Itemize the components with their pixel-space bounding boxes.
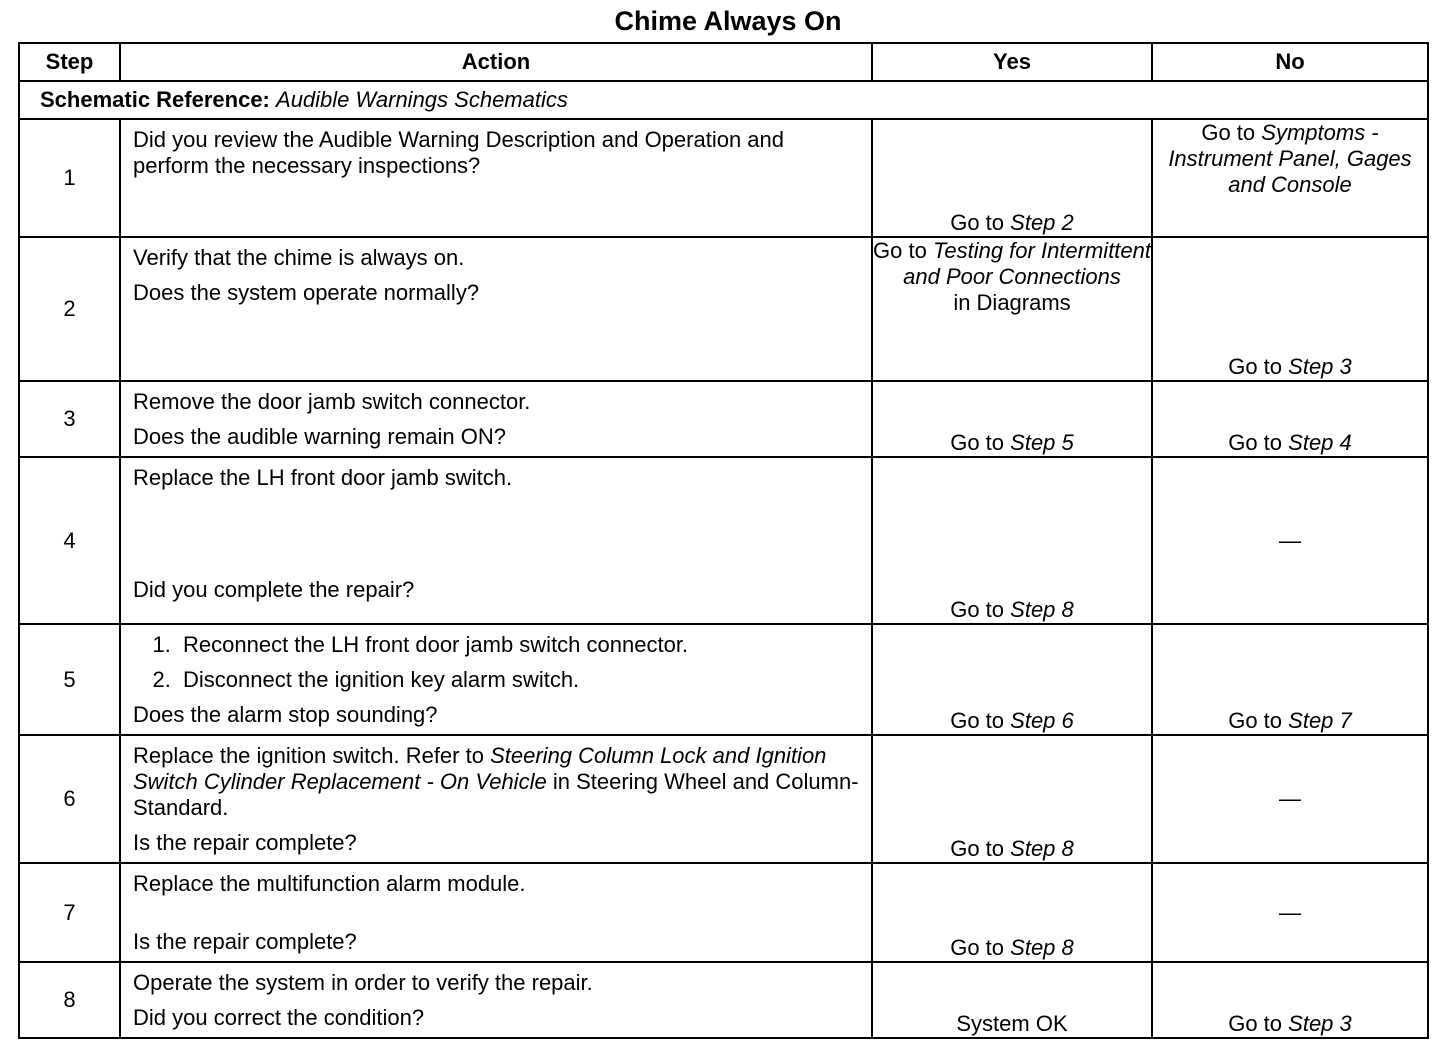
no-dash: — xyxy=(1279,899,1301,925)
yes-link[interactable]: Step 5 xyxy=(1010,430,1074,455)
no-cell xyxy=(1152,119,1428,237)
action-link[interactable]: Steering Column Lock and Ignition Switch Cylinder Replacement - On Vehicle xyxy=(133,743,827,794)
step-number: 2 xyxy=(19,237,120,381)
diagnostic-table xyxy=(18,42,1429,1039)
table-row xyxy=(19,381,1428,457)
action-text: Did you review the Audible Warning Description and Operation and perform the necessary inspections? xyxy=(133,127,784,178)
step-number: 4 xyxy=(19,457,120,624)
action-cell xyxy=(120,119,872,237)
action-list xyxy=(133,632,861,693)
header-yes: Yes xyxy=(872,43,1152,81)
header-step: Step xyxy=(19,43,120,81)
yes-prefix: Go to xyxy=(950,836,1005,861)
action-question: Is the repair complete? xyxy=(133,830,357,855)
no-link[interactable]: Step 3 xyxy=(1288,1011,1352,1036)
action-cell xyxy=(120,962,872,1038)
no-dash: — xyxy=(1279,786,1301,811)
table-row xyxy=(19,237,1428,381)
yes-link[interactable]: Step 8 xyxy=(1010,597,1074,622)
yes-cell xyxy=(872,237,1152,381)
action-question: Did you correct the condition? xyxy=(133,1005,425,1030)
no-cell xyxy=(1152,237,1428,381)
table-row xyxy=(19,624,1428,735)
no-prefix: Go to xyxy=(1228,1011,1283,1036)
reference-link[interactable]: Audible Warnings Schematics xyxy=(276,87,568,112)
action-cell xyxy=(120,237,872,381)
action-text: Operate the system in order to verify the repair. xyxy=(133,970,593,995)
schematic-reference xyxy=(19,81,1428,119)
reference-label: Schematic Reference: xyxy=(40,87,270,112)
action-text xyxy=(133,743,861,821)
table-row xyxy=(19,457,1428,624)
table-row xyxy=(19,735,1428,863)
yes-link[interactable]: Step 6 xyxy=(1010,708,1074,733)
table-row xyxy=(19,863,1428,962)
step-number: 7 xyxy=(19,863,120,962)
action-question: Does the audible warning remain ON? xyxy=(133,424,506,449)
action-text: Replace the multifunction alarm module. xyxy=(133,871,526,896)
list-item: 2. Disconnect the ignition key alarm switch. xyxy=(177,667,861,693)
action-cell xyxy=(120,735,872,863)
action-question: Does the system operate normally? xyxy=(133,280,480,305)
no-prefix: Go to xyxy=(1201,120,1256,145)
action-cell xyxy=(120,457,872,624)
yes-prefix: Go to xyxy=(950,935,1005,960)
step-number: 3 xyxy=(19,381,120,457)
yes-cell xyxy=(872,457,1152,624)
header-no: No xyxy=(1152,43,1428,81)
step-number: 8 xyxy=(19,962,120,1038)
step-number: 5 xyxy=(19,624,120,735)
action-cell xyxy=(120,381,872,457)
action-question: Did you complete the repair? xyxy=(133,577,415,602)
no-link[interactable]: Step 4 xyxy=(1288,430,1352,455)
yes-cell xyxy=(872,381,1152,457)
yes-cell xyxy=(872,735,1152,863)
no-prefix: Go to xyxy=(1228,708,1283,733)
step-number: 1 xyxy=(19,119,120,237)
no-cell xyxy=(1152,962,1428,1038)
list-item: 1. Reconnect the LH front door jamb switch connector. xyxy=(177,632,861,658)
header-row xyxy=(19,43,1428,81)
action-text: Remove the door jamb switch connector. xyxy=(133,389,531,414)
action-text: Replace the LH front door jamb switch. xyxy=(133,465,513,490)
action-text-pre: Replace the ignition switch. Refer to xyxy=(133,743,484,768)
step-number: 6 xyxy=(19,735,120,863)
yes-cell xyxy=(872,962,1152,1038)
no-prefix: Go to xyxy=(1228,430,1283,455)
no-cell xyxy=(1152,735,1428,863)
action-question: Does the alarm stop sounding? xyxy=(133,702,438,727)
yes-cell xyxy=(872,624,1152,735)
yes-cell xyxy=(872,119,1152,237)
no-link[interactable]: Step 7 xyxy=(1288,708,1352,733)
action-question: Is the repair complete? xyxy=(133,929,357,954)
action-cell xyxy=(120,624,872,735)
yes-plain: System OK xyxy=(956,1011,1068,1036)
yes-cell xyxy=(872,863,1152,962)
yes-prefix: Go to xyxy=(950,210,1005,235)
yes-prefix: Go to xyxy=(950,597,1005,622)
no-link[interactable]: Symptoms - Instrument Panel, Gages and Console xyxy=(1168,120,1412,197)
yes-link[interactable]: Step 8 xyxy=(1010,836,1074,861)
no-prefix: Go to xyxy=(1228,354,1283,379)
no-link[interactable]: Step 3 xyxy=(1288,354,1352,379)
no-cell xyxy=(1152,381,1428,457)
table-row xyxy=(19,962,1428,1038)
no-dash: — xyxy=(1279,527,1301,553)
yes-link[interactable]: Step 2 xyxy=(1010,210,1074,235)
no-cell xyxy=(1152,624,1428,735)
action-text-post: in Steering Wheel and Column-Standard. xyxy=(133,769,859,820)
header-action: Action xyxy=(120,43,872,81)
page-title: Chime Always On xyxy=(614,6,842,36)
action-text: Verify that the chime is always on. xyxy=(133,245,465,270)
yes-link[interactable]: Step 8 xyxy=(1010,935,1074,960)
schematic-reference-row xyxy=(19,81,1428,119)
yes-prefix: Go to xyxy=(950,708,1005,733)
yes-link[interactable]: Testing for Intermittent and Poor Connections xyxy=(903,238,1152,289)
table-row xyxy=(19,119,1428,237)
yes-prefix: Go to xyxy=(950,430,1005,455)
yes-suffix: in Diagrams xyxy=(953,290,1071,315)
no-cell xyxy=(1152,457,1428,624)
yes-prefix: Go to xyxy=(873,238,927,263)
action-cell xyxy=(120,863,872,962)
no-cell xyxy=(1152,863,1428,962)
